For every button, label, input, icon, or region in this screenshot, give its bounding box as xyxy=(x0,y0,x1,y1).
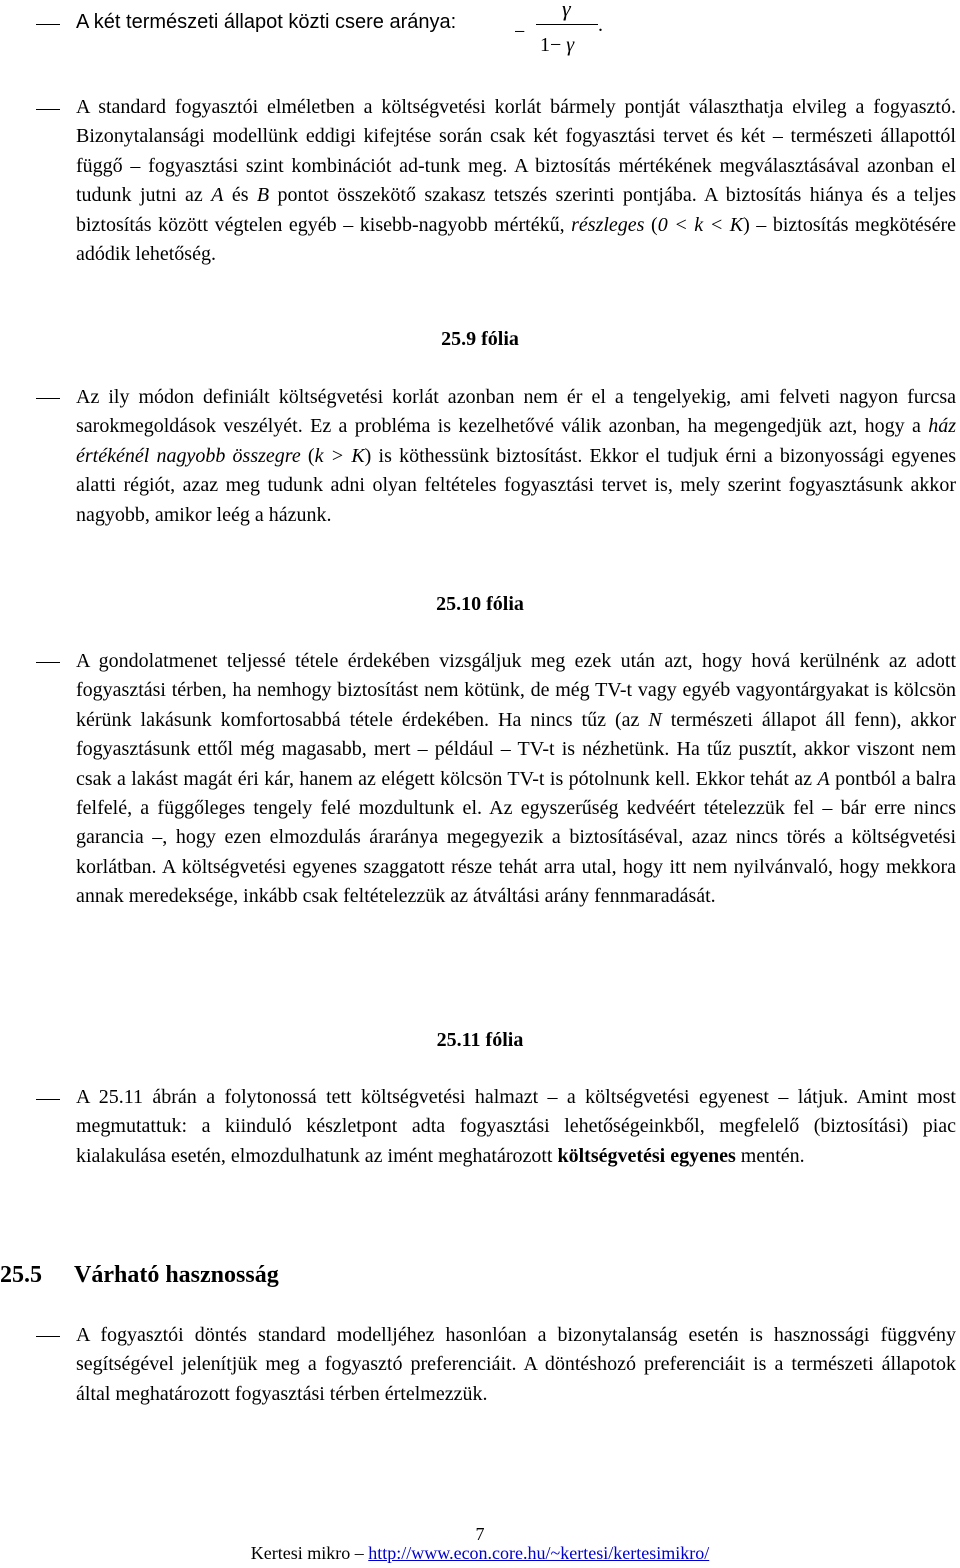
section-title: Várható hasznosság xyxy=(74,1262,279,1288)
frac-den-minus: − xyxy=(550,34,562,56)
section-heading xyxy=(0,1262,279,1289)
slide-ref-25-9: 25.9 fólia xyxy=(441,328,519,350)
paragraph-expected-utility: A fogyasztói döntés standard modelljéhez hasonlóan a bizonytalanság esetén is hasznossági függvény segítségével jelenítjük meg a fogyasztó preferenciáit. A döntéshozó preferenciáit is a természeti állapotok által meghatározott fogyasztási térben értelmezzük. xyxy=(76,1324,956,1405)
slide-ref-25-10: 25.10 fólia xyxy=(436,593,524,615)
frac-end: . xyxy=(598,14,603,36)
p4-text-b: mentén. xyxy=(735,1144,805,1167)
page-number: 7 xyxy=(475,1524,485,1544)
partial-term: részleges xyxy=(571,213,645,236)
intro-label: A két természeti állapot közti csere aránya: xyxy=(76,11,457,33)
frac-minus: − xyxy=(514,21,526,43)
paragraph-corner-solutions xyxy=(76,383,956,530)
bullet-dash xyxy=(36,24,60,25)
p1-text-e: ) – biztosítás megkötésére adódik lehetőség. xyxy=(76,213,956,266)
bullet-dash xyxy=(36,1336,60,1337)
section-number: 25.5 xyxy=(0,1262,42,1288)
footer-label: Kertesi mikro – xyxy=(250,1543,369,1563)
page-footer xyxy=(0,1543,960,1564)
p1-text-c: pontot összekötő szakasz tetszés szerinti pontjába. A biztosítás hiánya és a teljes biztosítás között végtelen egyéb – kisebb-nagyobb mértékű, xyxy=(76,184,956,236)
bullet-dash xyxy=(36,109,60,110)
frac-den-one: 1 xyxy=(540,34,550,56)
frac-bar xyxy=(536,24,598,25)
paragraph-budget-line xyxy=(76,93,956,269)
p1-text-a: A standard fogyasztói elméletben a költségvetési korlát bármely pontját választhatja elvileg a fogyasztó. Bizonytalansági modellünk eddigi kifejtése során csak két fogyasztási tervet és két – természeti állapottól függő – fogyasztási szint kombinációt ad-tunk meg. A biztosítás mértékének megválasztásával azonban el tudunk jutni az xyxy=(76,96,956,207)
point-b: B xyxy=(256,184,270,207)
budget-line-term: költségvetési egyenes xyxy=(557,1144,736,1167)
p1-text-d: ( xyxy=(644,213,658,236)
p2-text-c: ) is köthessünk biztosítást. Ekkor el tudjuk érni a bizonyossági egyenes alatti régiót, azaz meg tudunk adni olyan feltételes fogyasztási tervet is, mely szerint fogyasztásunk akkor nagyobb, amikor leég a házunk. xyxy=(76,444,956,526)
inequality-over: k > K xyxy=(314,444,365,467)
point-a: A xyxy=(817,767,830,790)
p2-text-a: Az ily módon definiált költségvetési korlát azonban nem ér el a tengelyekig, ami felveti nagyon furcsa sarokmegoldások veszélyét. Ez a probléma is kezelhetővé válik azonban, ha megengedjük azt, hogy a xyxy=(76,386,956,438)
point-a: A xyxy=(211,184,224,207)
inequality-partial: 0 < k < K xyxy=(657,213,744,236)
bullet-dash xyxy=(36,662,60,663)
paragraph-borrowing xyxy=(76,647,956,912)
gamma-fraction xyxy=(514,0,594,64)
frac-numerator: γ xyxy=(562,0,571,21)
p4-text-a: A 25.11 ábrán a folytonossá tett költségvetési halmazt – a költségvetési egyenest – látjuk. Amint most megmutattuk: a kiinduló készletpont adta fogyasztási lehetőségeinkből, megfelelő (biztosítási) piac kialakulása esetén, elmozdulhatunk az imént meghatározott xyxy=(76,1086,956,1167)
p3-text-a: A gondolatmenet teljessé tétele érdekében vizsgáljuk meg ezek után azt, hogy hová kerülnénk az adott fogyasztási térben, ha nemhogy biztosítást nem kötünk, de még TV-t vagy egyéb vagyontárgyakat is kölcsön kérünk lakásunk komfortosabbá tétele érdekében. Ha nincs tűz (az xyxy=(76,650,956,731)
frac-denominator xyxy=(540,34,574,57)
bullet-dash xyxy=(36,1099,60,1100)
frac-den-gamma: γ xyxy=(566,34,575,56)
p3-text-c: pontból a balra felfelé, a függőleges tengely felé mozdultunk el. Az egyszerűség kedvéért tételezzük fel – bár erre nincs garancia –, hogy ezen elmozdulás áraránya megegyezik a biztosításéval, azaz nincs törés a költségvetési korlátban. A költségvetési egyenes szaggatott része tehát arra utal, hogy itt nem nyilvánvaló, hogy mekkora annak meredeksége, inkább csak feltételezzük az átváltási arány fennmaradását. xyxy=(76,767,956,908)
slide-ref-25-11: 25.11 fólia xyxy=(436,1029,524,1051)
bullet-dash xyxy=(36,398,60,399)
p1-text-b: és xyxy=(223,184,257,207)
p3-text-b: természeti állapot áll fenn), akkor fogyasztásunk ettől még magasabb, mert – például – TV-t is nézhetünk. Ha tűz pusztít, akkor viszont nem csak a lakást magát éri kár, hanem az elégett kölcsön TV-t is pótolnunk kell. Ekkor tehát az xyxy=(76,708,956,790)
p2-text-b: ( xyxy=(300,444,315,467)
intro-text xyxy=(76,8,516,37)
state-n: N xyxy=(648,708,662,731)
footer-link[interactable]: http://www.econ.core.hu/~kertesi/kertesimikro/ xyxy=(368,1543,710,1563)
p2-italic: ház értékénél nagyobb összegre xyxy=(76,415,956,467)
paragraph-continuous-set xyxy=(76,1083,956,1171)
